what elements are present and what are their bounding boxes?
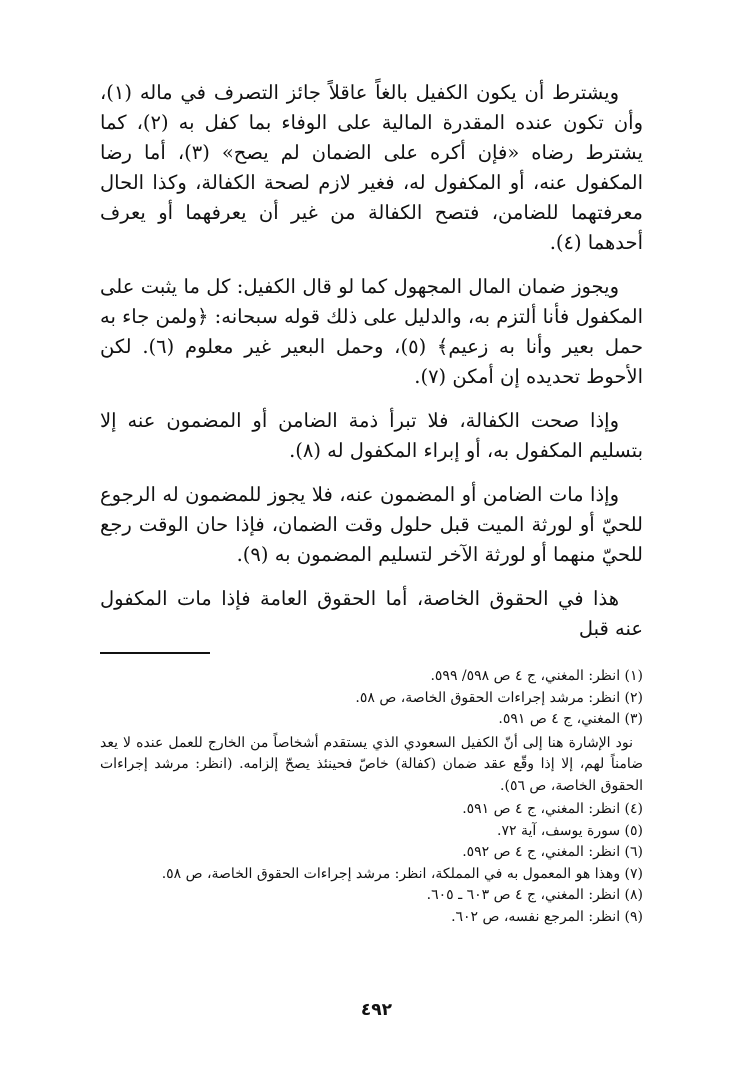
footnote-5: (٥) سورة يوسف، آية ٧٢.: [497, 822, 643, 839]
paragraph-death: وإذا مات الضامن أو المضمون عنه، فلا يجوز للمضمون له الرجوع للحيّ أو لورثة الميت قبل حلول وقت الضمان، فإذا حان الوقت رجع للحيّ منهما أو لورثة الآخر لتسليم المضمون به (٩).: [100, 483, 643, 566]
footnote-9: (٩) انظر: المرجع نفسه، ص ٦٠٢.: [451, 908, 643, 925]
footnote-1: (١) انظر: المغني، ج ٤ ص ٥٩٨/ ٥٩٩.: [430, 668, 643, 684]
paragraph-unknown-amount: ويجوز ضمان المال المجهول كما لو قال الكفيل: كل ما يثبت على المكفول فأنا ألتزم به، والدليل على ذلك قوله سبحانه: ﴿ولمن جاء به حمل بعير وأنا به زعيم﴾ (٥)، وحمل البعير غير معلوم (٦). لكن الأحوط تحديده إن أمكن (٧).: [100, 275, 644, 388]
footnote-divider: [100, 652, 210, 654]
footnote-2: (٢) انظر: مرشد إجراءات الحقوق الخاصة، ص ٥٨.: [355, 689, 643, 706]
footnote-3: (٣) المغني، ج ٤ ص ٥٩١.: [498, 711, 643, 727]
main-text: [100, 78, 643, 644]
paragraph-public-rights: هذا في الحقوق الخاصة، أما الحقوق العامة فإذا مات المكفول عنه قبل: [100, 587, 643, 640]
footnote-8: (٨) انظر: المغني، ج ٤ ص ٦٠٣ ـ ٦٠٥.: [426, 887, 643, 903]
paragraph-release: وإذا صحت الكفالة، فلا تبرأ ذمة الضامن أو المضمون عنه إلا بتسليم المكفول به، أو إبراء المكفول له (٨).: [100, 409, 643, 462]
footnotes: [100, 666, 643, 928]
paragraph-guarantor-conditions: ويشترط أن يكون الكفيل بالغاً عاقلاً جائز التصرف في ماله (١)، وأن تكون عنده المقدرة المالية على الوفاء بما كفل به (٢)، كما يشترط رضاه «فإن أكره على الضمان لم يصح» (٣)، أما رضا المكفول عنه، أو المكفول له، فغير لازم لصحة الكفالة، وكذا الحال معرفتهما للضامن، فتصح الكفالة من غير أن يعرفهما أو يعرف أحدهما (٤).: [100, 81, 643, 254]
page-number: ٤٩٢: [360, 1000, 393, 1020]
footnote-3-note: نود الإشارة هنا إلى أنّ الكفيل السعودي الذي يستقدم أشخاصاً من الخارج للعمل عنده لا يعد ضامناً لهم، إلا إذا وقّع عقد ضمان (كفالة) خاصّ فحينئذ يصحّ إلزامه. (انظر: مرشد إجراءات الحقوق الخاصة، ص ٥٦).: [100, 734, 643, 794]
footnote-4: (٤) انظر: المغني، ج ٤ ص ٥٩١.: [462, 801, 643, 817]
footnote-6: (٦) انظر: المغني، ج ٤ ص ٥٩٢.: [462, 844, 643, 860]
footnote-7: (٧) وهذا هو المعمول به في المملكة، انظر: مرشد إجراءات الحقوق الخاصة، ص ٥٨.: [161, 865, 643, 882]
